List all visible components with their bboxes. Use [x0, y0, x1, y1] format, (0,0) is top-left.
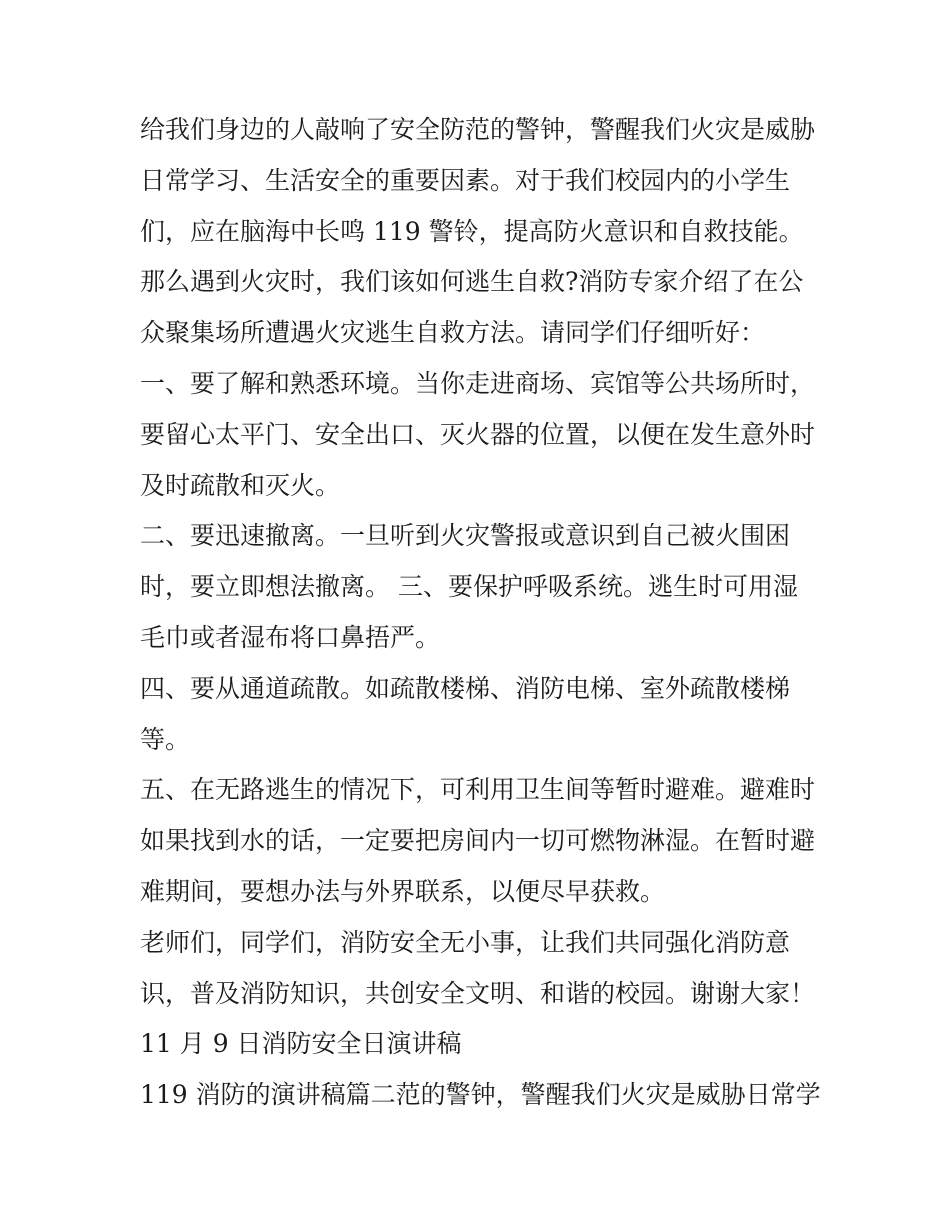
text-line: 给我们身边的人敲响了安全防范的警钟，警醒我们火灾是威胁 [140, 115, 816, 144]
section-title: 11 月 9 日消防安全日演讲稿 [140, 1029, 462, 1059]
text-line: 及时疏散和灭火。 [140, 470, 341, 500]
text-line: 众聚集场所遭遇火灾逃生自救方法。请同学们仔细听好： [140, 318, 766, 348]
text-line: 等。 [140, 724, 191, 754]
text-line: 时，要立即想法撤离。 三、要保护呼吸系统。逃生时可用湿 [140, 572, 798, 602]
text-line: 们，应在脑海中长鸣 119 警铃，提高防火意识和自救技能。 [140, 216, 804, 246]
text-line: 五、在无路逃生的情况下，可利用卫生间等暂时避难。避难时 [140, 775, 816, 805]
text-line: 日常学习、生活安全的重要因素。对于我们校园内的小学生 [140, 165, 791, 195]
text-line: 要留心太平门、安全出口、灭火器的位置，以便在发生意外时 [140, 419, 816, 449]
text-line: 二、要迅速撤离。一旦听到火灾警报或意识到自己被火围困 [140, 521, 791, 551]
text-line: 毛巾或者湿布将口鼻捂严。 [140, 622, 441, 652]
text-line: 识，普及消防知识，共创安全文明、和谐的校园。谢谢大家！ [140, 978, 816, 1008]
text-line: 四、要从通道疏散。如疏散楼梯、消防电梯、室外疏散楼梯 [140, 673, 791, 703]
document-body [140, 105, 830, 1121]
text-line: 那么遇到火灾时，我们该如何逃生自救?消防专家介绍了在公 [140, 267, 804, 297]
text-line: 如果找到水的话，一定要把房间内一切可燃物淋湿。在暂时避 [140, 826, 816, 856]
text-line: 119 消防的演讲稿篇二范的警钟，警醒我们火灾是威胁日常学 [140, 1080, 821, 1110]
text-line: 一、要了解和熟悉环境。当你走进商场、宾馆等公共场所时， [140, 368, 816, 398]
text-line: 难期间，要想办法与外界联系，以便尽早获救。 [140, 876, 666, 906]
text-line: 老师们，同学们，消防安全无小事，让我们共同强化消防意 [140, 927, 791, 957]
